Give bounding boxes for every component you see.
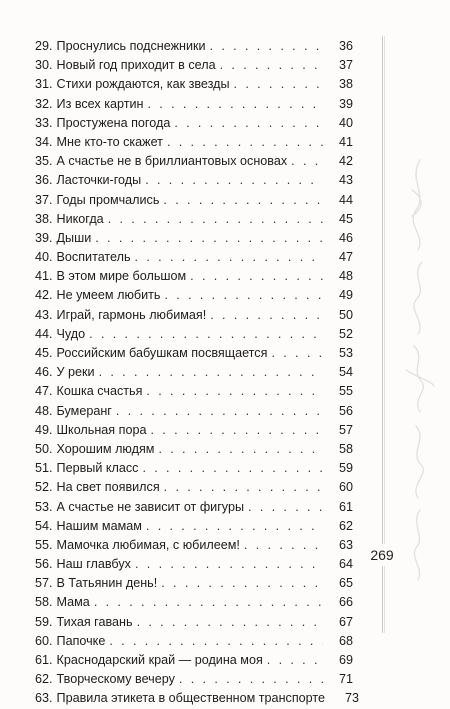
dot-leader: [210, 306, 323, 325]
entry-title: В этом мире большом: [56, 269, 187, 284]
entry-page: 66: [338, 595, 353, 610]
entry-number: 49.: [35, 422, 53, 437]
entry-page: 53: [338, 346, 353, 360]
entry-number: 63.: [35, 691, 53, 706]
dot-leader: [164, 478, 323, 497]
entry-title: Воспитатель: [56, 250, 131, 265]
dot-leader: [150, 421, 323, 440]
toc-entry: [35, 114, 353, 133]
entry-number: 32.: [35, 96, 53, 111]
entry-title: Ласточки-годы: [56, 173, 142, 188]
entry-title: Мамочка любимая, с юбилеем!: [56, 537, 240, 552]
entry-page: 46: [338, 230, 353, 245]
dot-leader: [146, 517, 323, 536]
entry-page: 62: [338, 518, 353, 533]
entry-page: 56: [338, 403, 353, 418]
entry-page: 63: [338, 537, 353, 552]
dot-leader: [135, 555, 323, 574]
entry-number: 51.: [35, 461, 53, 476]
entry-page: 41: [338, 134, 353, 149]
entry-page: 45: [338, 211, 353, 226]
toc-entry: [35, 421, 353, 440]
entry-page: 67: [338, 614, 353, 629]
dot-leader: [146, 382, 323, 401]
entry-number: 48.: [35, 403, 53, 418]
toc-entry: [35, 440, 353, 459]
entry-title: Папочке: [56, 633, 106, 648]
entry-number: 50.: [35, 441, 53, 456]
toc-entry: [35, 306, 353, 325]
toc-entry: [35, 651, 353, 670]
entry-title: Годы промчались: [56, 192, 160, 207]
table-of-contents: [35, 37, 359, 709]
dot-leader: [116, 402, 323, 421]
entry-number: 46.: [35, 365, 53, 380]
toc-entry: [35, 133, 353, 152]
entry-number: 41.: [35, 269, 53, 284]
toc-entry: [35, 75, 353, 94]
dot-leader: [271, 344, 323, 363]
entry-title: Кошка счастья: [56, 384, 143, 399]
entry-number: 55.: [35, 537, 53, 552]
entry-title: А счастье не в бриллиантовых основах: [56, 154, 288, 169]
toc-entry: [35, 498, 353, 517]
entry-page: 39: [338, 96, 353, 111]
dot-leader: [164, 286, 323, 305]
entry-page: 36: [338, 39, 353, 53]
entry-number: 29.: [35, 39, 53, 53]
entry-number: 60.: [35, 633, 53, 648]
dot-leader: [174, 114, 323, 133]
entry-page: 65: [338, 576, 353, 591]
entry-number: 43.: [35, 307, 53, 322]
entry-number: 54.: [35, 518, 53, 533]
entry-number: 39.: [35, 230, 53, 245]
toc-entry: [35, 37, 353, 56]
entry-number: 57.: [35, 576, 53, 591]
dot-leader: [190, 267, 323, 286]
entry-number: 58.: [35, 595, 53, 610]
toc-entry: [35, 95, 353, 114]
dot-leader: [89, 325, 323, 344]
entry-title: Краснодарский край — родина моя: [56, 653, 263, 667]
dot-leader: [210, 37, 323, 56]
dot-leader: [244, 536, 323, 555]
entry-page: 71: [338, 672, 353, 687]
entry-title: Творческому вечеру: [56, 672, 175, 687]
entry-number: 44.: [35, 326, 53, 341]
author-signature-watermark: [398, 150, 438, 590]
toc-entry: [35, 286, 353, 305]
entry-title: Из всех картин: [56, 96, 144, 111]
dot-leader: [167, 133, 323, 152]
entry-number: 40.: [35, 250, 53, 265]
dot-leader: [161, 574, 323, 593]
entry-number: 34.: [35, 134, 53, 149]
toc-entry: [35, 363, 353, 382]
entry-number: 56.: [35, 557, 53, 572]
entry-title: Тихая гавань: [56, 614, 133, 629]
entry-title: А счастье не зависит от фигуры: [56, 499, 245, 514]
dot-leader: [94, 593, 323, 612]
entry-title: Не умеем любить: [56, 288, 161, 303]
entry-title: Мама: [56, 595, 90, 610]
entry-page: 48: [338, 269, 353, 284]
entry-title: Первый класс: [56, 461, 139, 476]
entry-number: 38.: [35, 211, 53, 226]
dot-leader: [234, 75, 323, 94]
toc-entry: [35, 171, 353, 190]
entry-number: 59.: [35, 614, 53, 629]
entry-page: 42: [338, 154, 353, 169]
toc-entry: [35, 459, 353, 478]
toc-entry: [35, 632, 353, 651]
dot-leader: [267, 651, 323, 670]
entry-title: Стихи рождаются, как звезды: [56, 77, 230, 92]
toc-entry: [35, 325, 353, 344]
entry-title: Наш главбух: [56, 557, 131, 572]
toc-entry: [35, 593, 353, 612]
dot-leader: [220, 56, 323, 75]
entry-number: 37.: [35, 192, 53, 207]
entry-number: 35.: [35, 154, 53, 169]
entry-title: Проснулись подснежники: [56, 39, 206, 53]
entry-number: 33.: [35, 115, 53, 130]
entry-number: 31.: [35, 77, 53, 92]
entry-page: 54: [338, 365, 353, 380]
entry-page: 50: [338, 307, 353, 322]
toc-entry: [35, 191, 353, 210]
entry-page: 44: [338, 192, 353, 207]
toc-entry: [35, 402, 353, 421]
entry-title: Простужена погода: [56, 115, 171, 130]
toc-entry: [35, 536, 353, 555]
entry-title: Хорошим людям: [56, 441, 155, 456]
entry-page: 55: [338, 384, 353, 399]
entry-title: На свет появился: [56, 480, 160, 495]
entry-page: 38: [338, 77, 353, 92]
entry-page: 37: [338, 58, 353, 73]
entry-title: В Татьянин день!: [56, 576, 158, 591]
toc-entry: [35, 574, 353, 593]
entry-title: У реки: [56, 365, 95, 380]
toc-entry: [35, 267, 353, 286]
entry-page: 57: [338, 422, 353, 437]
entry-title: Школьная пора: [56, 422, 147, 437]
toc-entry: [35, 210, 353, 229]
dot-leader: [179, 670, 323, 689]
entry-page: 73: [344, 691, 359, 706]
entry-page: 58: [338, 441, 353, 456]
entry-number: 53.: [35, 499, 53, 514]
toc-entry: [35, 248, 353, 267]
entry-title: Дыши: [56, 230, 92, 245]
dot-leader: [248, 498, 323, 517]
toc-entry: [35, 478, 353, 497]
entry-number: 47.: [35, 384, 53, 399]
toc-entry: [35, 229, 353, 248]
entry-title: Мне кто-то скажет: [56, 134, 163, 149]
entry-number: 42.: [35, 288, 53, 303]
entry-title: Нашим мамам: [56, 518, 142, 533]
entry-page: 59: [338, 461, 353, 476]
entry-title: Играй, гармонь любимая!: [56, 307, 207, 322]
entry-number: 62.: [35, 672, 53, 687]
dot-leader: [142, 459, 323, 478]
dot-leader: [291, 152, 323, 171]
entry-title: Российским бабушкам посвящается: [56, 346, 268, 360]
dot-leader: [95, 229, 323, 248]
entry-title: Правила этикета в общественном транспорте: [56, 691, 325, 706]
entry-page: 43: [338, 173, 353, 188]
entry-page: 52: [338, 326, 353, 341]
entry-page: 64: [338, 557, 353, 572]
toc-entry: [35, 555, 353, 574]
entry-page: 40: [338, 115, 353, 130]
toc-entry: [35, 56, 353, 75]
entry-page: 68: [338, 633, 353, 648]
dot-leader: [145, 171, 323, 190]
entry-title: Бумеранг: [56, 403, 112, 418]
toc-entry: [35, 382, 353, 401]
toc-entry: [35, 344, 353, 363]
toc-entry: [35, 670, 353, 689]
dot-leader: [148, 95, 324, 114]
entry-title: Чудо: [56, 326, 86, 341]
entry-page: 60: [338, 480, 353, 495]
toc-entry: [35, 517, 353, 536]
entry-page: 61: [338, 499, 353, 514]
entry-page: 49: [338, 288, 353, 303]
dot-leader: [158, 440, 323, 459]
dot-leader: [99, 363, 323, 382]
dot-leader: [163, 191, 323, 210]
page-number: 269: [362, 544, 402, 566]
dot-leader: [135, 248, 323, 267]
toc-entry: [35, 613, 353, 632]
entry-number: 36.: [35, 173, 53, 188]
toc-entry: [35, 689, 359, 708]
entry-page: 69: [338, 653, 353, 667]
toc-entry: [35, 152, 353, 171]
entry-title: Новый год приходит в села: [56, 58, 216, 73]
dot-leader: [109, 632, 323, 651]
dot-leader: [108, 210, 323, 229]
entry-number: 52.: [35, 480, 53, 495]
dot-leader: [137, 613, 323, 632]
entry-page: 47: [338, 250, 353, 265]
entry-title: Никогда: [56, 211, 104, 226]
entry-number: 61.: [35, 653, 53, 667]
entry-number: 45.: [35, 346, 53, 360]
entry-number: 30.: [35, 58, 53, 73]
